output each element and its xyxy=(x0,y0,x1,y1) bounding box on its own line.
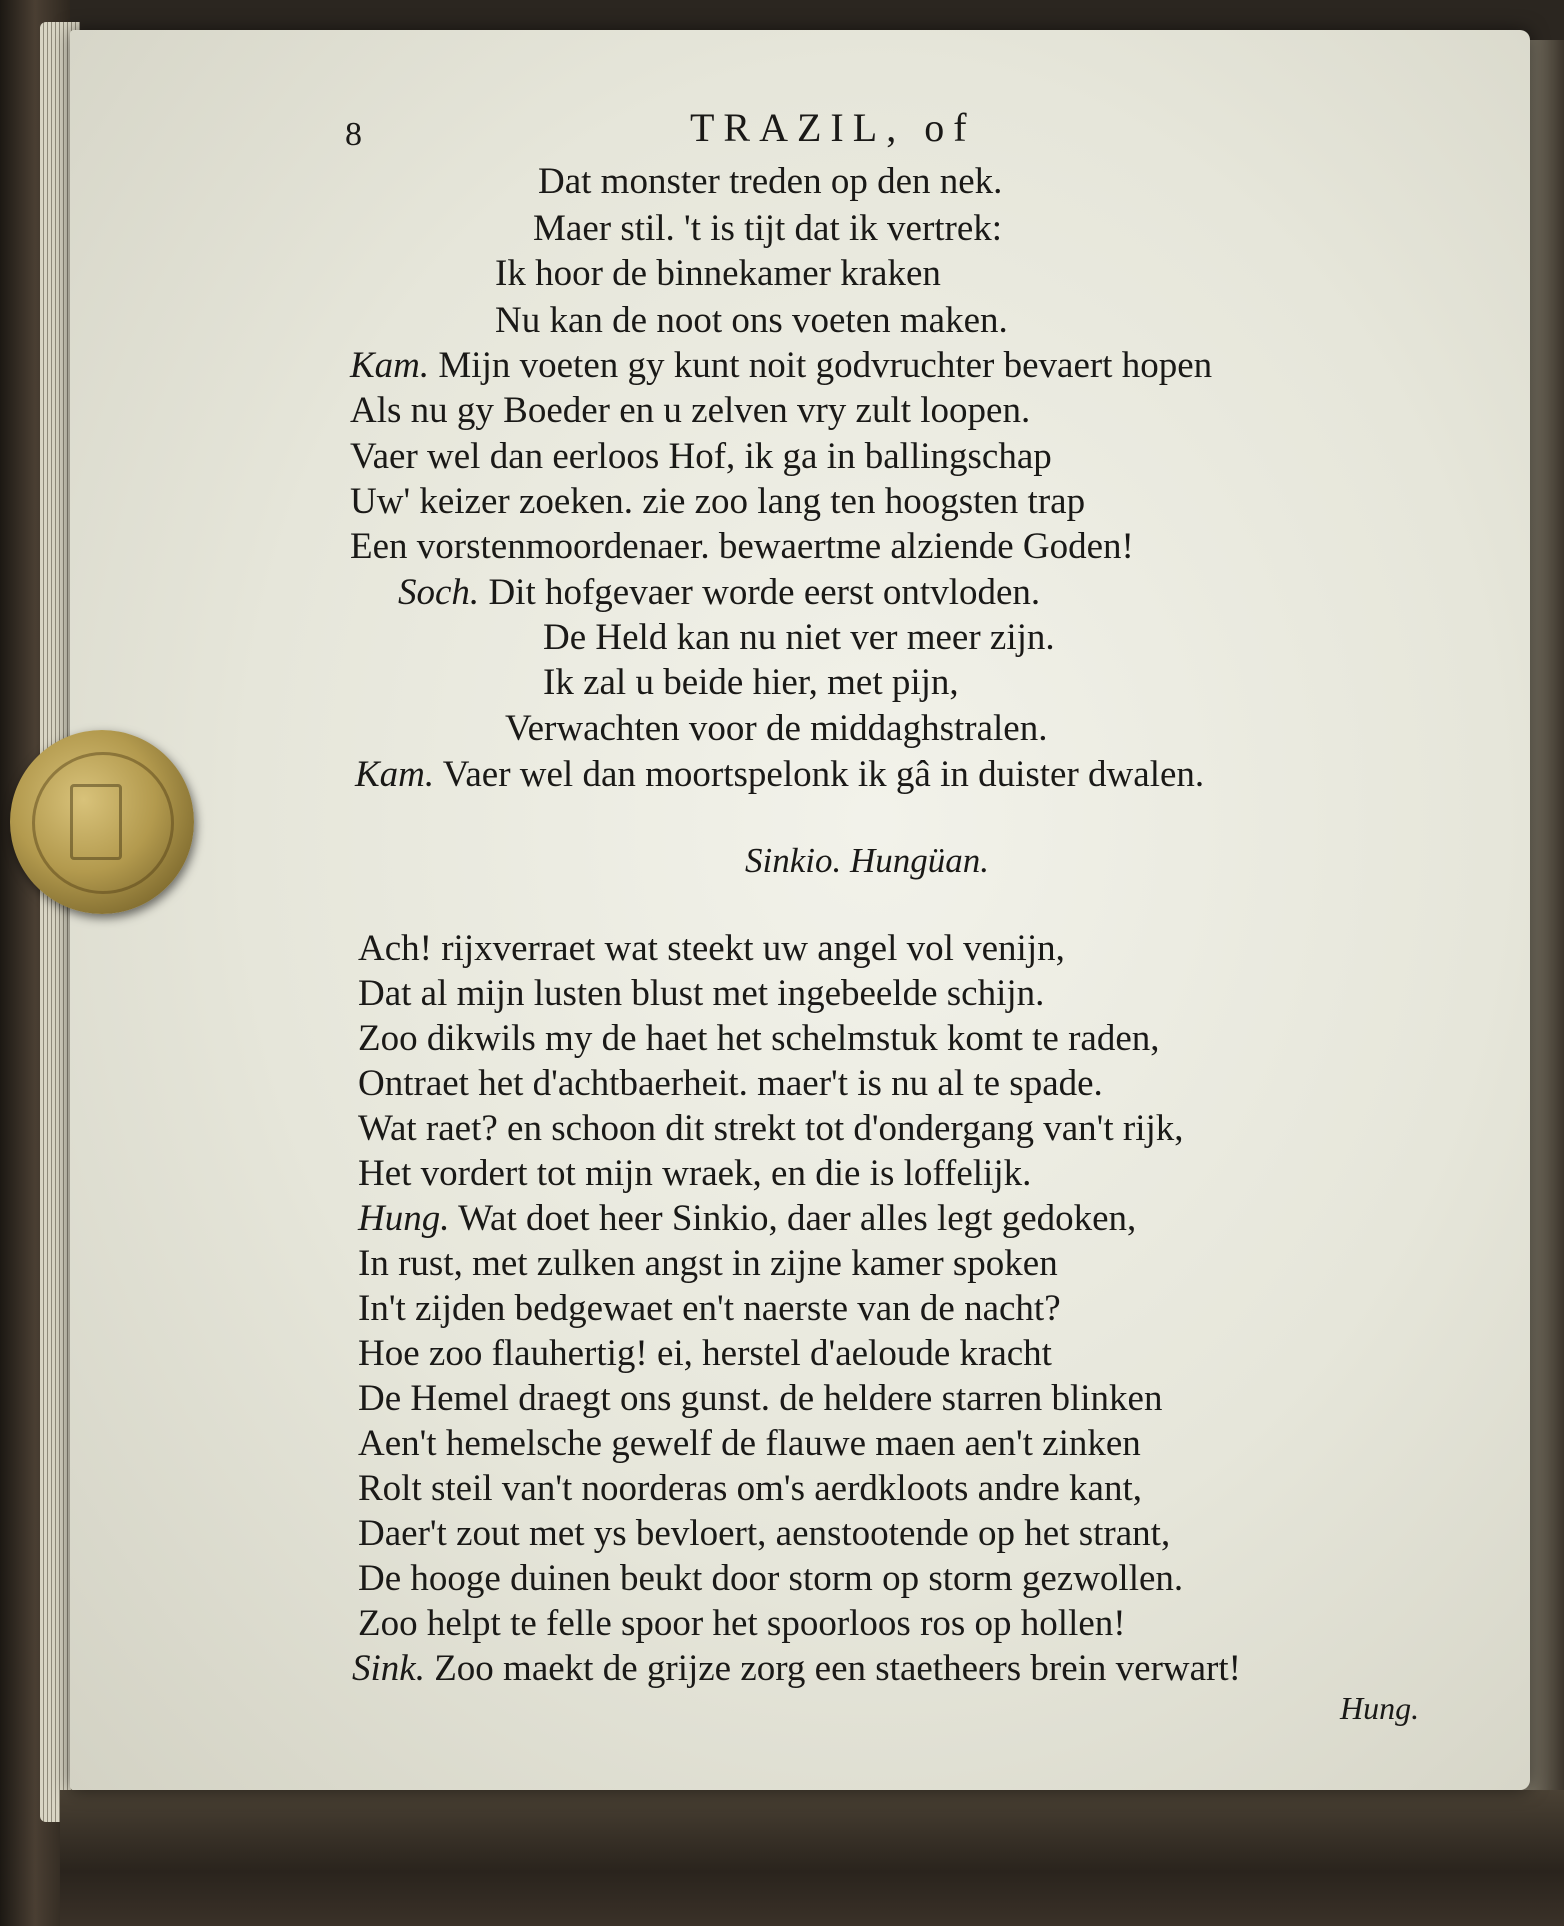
text-line: Maer stil. 't is tijt dat ik vertrek: xyxy=(533,208,1003,249)
text-line: De Held kan nu niet ver meer zijn. xyxy=(543,617,1055,658)
text-line: In't zijden bedgewaet en't naerste van de nacht? xyxy=(358,1288,1061,1329)
text-line: Soch. Dit hofgevaer worde eerst ontvloden. xyxy=(398,572,1041,613)
speaker-label: Kam. xyxy=(350,345,430,386)
text-line: Kam. Vaer wel dan moortspelonk ik gâ in duister dwalen. xyxy=(355,754,1205,795)
text-line: Aen't hemelsche gewelf de flauwe maen aen't zinken xyxy=(358,1423,1141,1464)
text-line: Dat monster treden op den nek. xyxy=(538,161,1003,202)
text-line: Vaer wel dan eerloos Hof, ik ga in ballingschap xyxy=(350,436,1052,477)
text-line: Rolt steil van't noorderas om's aerdkloots andre kant, xyxy=(358,1468,1142,1509)
text-line: Ik zal u beide hier, met pijn, xyxy=(543,662,959,703)
text-line: Als nu gy Boeder en u zelven vry zult loopen. xyxy=(350,390,1031,431)
speaker-label: Hung. xyxy=(358,1198,450,1239)
text-line: De Hemel draegt ons gunst. de heldere starren blinken xyxy=(358,1378,1163,1419)
text-line: Nu kan de noot ons voeten maken. xyxy=(495,300,1008,341)
speaker-label: Sink. xyxy=(352,1648,425,1689)
text-line: Uw' keizer zoeken. zie zoo lang ten hoogsten trap xyxy=(350,481,1086,522)
text-line: In rust, met zulken angst in zijne kamer spoken xyxy=(358,1243,1058,1284)
text-line: Het vordert tot mijn wraek, en die is loffelijk. xyxy=(358,1153,1032,1194)
book-cover-edge xyxy=(60,1790,1564,1926)
text-line: Zoo helpt te felle spoor het spoorloos ros op hollen! xyxy=(358,1603,1126,1644)
text-line: Daer't zout met ys bevloert, aenstootende op het strant, xyxy=(358,1513,1171,1554)
text-line: Ik hoor de binnekamer kraken xyxy=(495,253,941,294)
running-title: TRAZIL, of xyxy=(690,105,976,150)
text-line: Ach! rijxverraet wat steekt uw angel vol venijn, xyxy=(358,928,1065,969)
text-line: Hoe zoo flauhertig! ei, herstel d'aeloude kracht xyxy=(358,1333,1052,1374)
text-line: Verwachten voor de middaghstralen. xyxy=(505,708,1048,749)
text-line: Sink. Zoo maekt de grijze zorg een staetheers brein verwart! xyxy=(352,1648,1241,1689)
coin-scale-reference xyxy=(10,730,194,914)
text-line: Een vorstenmoordenaer. bewaertme alziende Goden! xyxy=(350,526,1134,567)
speaker-label: Soch. xyxy=(398,572,480,613)
text-line: Zoo dikwils my de haet het schelmstuk komt te raden, xyxy=(358,1018,1160,1059)
page-number: 8 xyxy=(345,116,362,153)
speaker-label: Kam. xyxy=(355,754,435,795)
text-line: Hung. Wat doet heer Sinkio, daer alles legt gedoken, xyxy=(358,1198,1137,1239)
text-line: Ontraet het d'achtbaerheit. maer't is nu al te spade. xyxy=(358,1063,1103,1104)
text-line: Dat al mijn lusten blust met ingebeelde schijn. xyxy=(358,973,1045,1014)
text-line: Kam. Mijn voeten gy kunt noit godvruchter bevaert hopen xyxy=(350,345,1213,386)
text-line: Wat raet? en schoon dit strekt tot d'ondergang van't rijk, xyxy=(358,1108,1184,1149)
scene-heading: Sinkio. Hungüan. xyxy=(745,841,990,880)
coin-emblem xyxy=(70,784,122,860)
text-line: De hooge duinen beukt door storm op storm gezwollen. xyxy=(358,1558,1184,1599)
catchword: Hung. xyxy=(1340,1690,1420,1726)
